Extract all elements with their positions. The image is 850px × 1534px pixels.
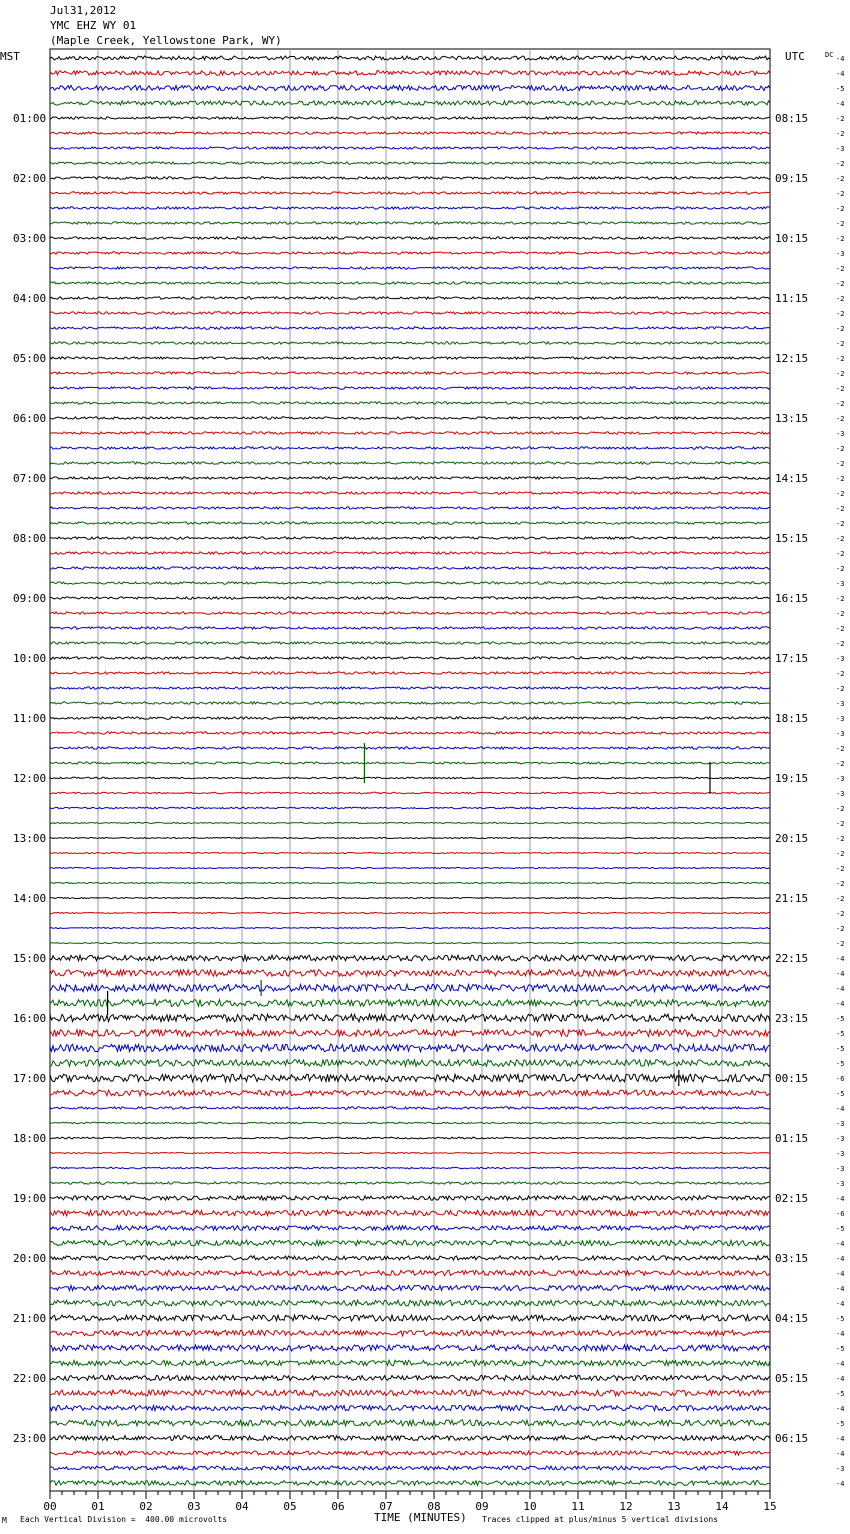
- hour-label-utc: 19:15: [775, 772, 809, 785]
- seismic-trace: [50, 807, 770, 809]
- dc-offset-label: -4: [836, 970, 845, 978]
- hour-label-utc: 08:15: [775, 112, 809, 125]
- dc-offset-label: -3: [836, 1120, 845, 1128]
- seismic-trace: [50, 762, 770, 764]
- seismic-trace: [50, 492, 770, 494]
- seismic-trace: [50, 252, 770, 254]
- seismic-trace: [50, 867, 770, 868]
- dc-offset-label: -2: [836, 325, 845, 333]
- hour-label-utc: 09:15: [775, 172, 809, 185]
- dc-offset-label: -2: [836, 445, 845, 453]
- seismic-trace: [50, 912, 770, 913]
- dc-offset-label: -2: [836, 310, 845, 318]
- seismic-trace: [50, 1210, 770, 1216]
- seismic-trace: [50, 747, 770, 749]
- seismic-trace: [50, 162, 770, 164]
- seismic-trace: [50, 312, 770, 314]
- hour-label-mst: 22:00: [13, 1372, 47, 1385]
- dc-offset-label: -2: [836, 625, 845, 633]
- seismic-trace: [50, 582, 770, 584]
- hour-label-utc: 06:15: [775, 1432, 809, 1445]
- dc-offset-label: -4: [836, 55, 845, 63]
- seismic-trace: [50, 1044, 770, 1052]
- hour-label-utc: 04:15: [775, 1312, 809, 1325]
- dc-offset-label: -2: [836, 475, 845, 483]
- dc-offset-label: -6: [836, 1075, 845, 1083]
- dc-offset-label: -2: [836, 520, 845, 528]
- seismic-trace: [50, 717, 770, 719]
- dc-offset-label: -4: [836, 1255, 845, 1263]
- seismic-trace: [50, 522, 770, 524]
- seismic-trace: [50, 927, 770, 928]
- seismic-trace: [50, 984, 770, 991]
- dc-offset-label: -3: [836, 1150, 845, 1158]
- seismic-trace: [50, 897, 770, 898]
- dc-offset-label: -2: [836, 760, 845, 768]
- dc-offset-label: -4: [836, 1450, 845, 1458]
- dc-offset-label: -2: [836, 865, 845, 873]
- seismic-trace: [50, 567, 770, 569]
- hour-label-utc: 00:15: [775, 1072, 809, 1085]
- dc-offset-label: -2: [836, 385, 845, 393]
- dc-offset-label: -2: [836, 880, 845, 888]
- dc-offset-label: -3: [836, 775, 845, 783]
- left-timezone-label: MST: [0, 50, 20, 63]
- seismic-trace: [50, 732, 770, 734]
- dc-offset-label: -3: [836, 730, 845, 738]
- seismic-trace: [50, 1167, 770, 1169]
- dc-offset-label: -2: [836, 295, 845, 303]
- dc-offset-label: -2: [836, 235, 845, 243]
- hour-label-utc: 20:15: [775, 832, 809, 845]
- hour-label-utc: 15:15: [775, 532, 809, 545]
- hour-label-mst: 04:00: [13, 292, 47, 305]
- seismic-trace: [50, 1152, 770, 1153]
- hour-label-utc: 03:15: [775, 1252, 809, 1265]
- seismic-trace: [50, 432, 770, 434]
- seismic-trace: [50, 177, 770, 179]
- seismic-trace: [50, 147, 770, 149]
- seismic-trace: [50, 612, 770, 614]
- dc-offset-label: -5: [836, 1015, 845, 1023]
- dc-offset-label: -3: [836, 700, 845, 708]
- seismic-trace: [50, 1226, 770, 1231]
- station-code: YMC EHZ WY 01: [50, 19, 137, 32]
- hour-label-utc: 11:15: [775, 292, 809, 305]
- dc-offset-label: -4: [836, 955, 845, 963]
- seismic-trace: [50, 1107, 770, 1109]
- seismic-trace: [50, 777, 770, 779]
- hour-label-utc: 14:15: [775, 472, 809, 485]
- seismic-trace: [50, 1405, 770, 1410]
- hour-label-utc: 05:15: [775, 1372, 809, 1385]
- dc-offset-label: -2: [836, 175, 845, 183]
- hour-label-mst: 05:00: [13, 352, 47, 365]
- dc-offset-label: -2: [836, 925, 845, 933]
- dc-offset-label: -4: [836, 1105, 845, 1113]
- seismic-trace: [50, 1481, 770, 1486]
- dc-offset-label: -5: [836, 1315, 845, 1323]
- hour-label-utc: 13:15: [775, 412, 809, 425]
- hour-label-utc: 22:15: [775, 952, 809, 965]
- seismic-trace: [50, 1060, 770, 1067]
- seismic-trace: [50, 447, 770, 449]
- seismic-trace: [50, 1196, 770, 1200]
- dc-offset-label: -2: [836, 280, 845, 288]
- seismic-trace: [50, 1285, 770, 1290]
- hour-label-mst: 01:00: [13, 112, 47, 125]
- seismic-trace: [50, 1315, 770, 1321]
- seismic-trace: [50, 237, 770, 239]
- seismic-trace: [50, 1240, 770, 1246]
- dc-offset-label: -4: [836, 1330, 845, 1338]
- seismic-trace: [50, 642, 770, 644]
- dc-offset-label: -5: [836, 1390, 845, 1398]
- dc-offset-label: -2: [836, 355, 845, 363]
- x-tick-label: 07: [379, 1500, 393, 1513]
- seismic-trace: [50, 1074, 770, 1082]
- seismic-trace: [50, 1030, 770, 1037]
- seismic-trace: [50, 1182, 770, 1184]
- hour-label-mst: 12:00: [13, 772, 47, 785]
- dc-offset-label: -3: [836, 1465, 845, 1473]
- hour-label-mst: 21:00: [13, 1312, 47, 1325]
- hour-label-mst: 18:00: [13, 1132, 47, 1145]
- seismic-trace: [50, 222, 770, 224]
- dc-offset-label: -5: [836, 1225, 845, 1233]
- dc-offset-label: -5: [836, 1030, 845, 1038]
- seismic-trace: [50, 1390, 770, 1396]
- x-tick-label: 12: [619, 1500, 633, 1513]
- seismic-trace: [50, 1330, 770, 1336]
- seismic-trace: [50, 942, 770, 943]
- hour-label-mst: 10:00: [13, 652, 47, 665]
- dc-offset-label: -2: [836, 895, 845, 903]
- dc-offset-label: -2: [836, 610, 845, 618]
- seismic-trace: [50, 117, 770, 119]
- hour-label-utc: 12:15: [775, 352, 809, 365]
- seismic-trace: [50, 477, 770, 479]
- dc-offset-label: -3: [836, 1135, 845, 1143]
- hour-label-utc: 23:15: [775, 1012, 809, 1025]
- hour-label-mst: 06:00: [13, 412, 47, 425]
- dc-offset-label: -6: [836, 1210, 845, 1218]
- seismic-trace: [50, 970, 770, 976]
- hour-label-utc: 18:15: [775, 712, 809, 725]
- seismic-trace: [50, 417, 770, 419]
- seismic-trace: [50, 132, 770, 134]
- dc-offset-label: -2: [836, 745, 845, 753]
- scale-note: Each Vertical Division = 400.00 microvolts: [20, 1515, 228, 1524]
- dc-offset-label: -4: [836, 70, 845, 78]
- hour-label-mst: 02:00: [13, 172, 47, 185]
- dc-offset-label: -5: [836, 1345, 845, 1353]
- seismic-trace: [50, 101, 770, 105]
- seismic-trace: [50, 1090, 770, 1096]
- seismic-trace: [50, 1360, 770, 1366]
- seismic-trace: [50, 1436, 770, 1441]
- dc-offset-label: -2: [836, 190, 845, 198]
- dc-offset-label: -4: [836, 1435, 845, 1443]
- seismic-trace: [50, 267, 770, 269]
- dc-offset-label: -4: [836, 100, 845, 108]
- dc-offset-label: -4: [836, 1240, 845, 1248]
- seismic-trace: [50, 71, 770, 75]
- x-tick-label: 09: [475, 1500, 489, 1513]
- dc-offset-label: -2: [836, 670, 845, 678]
- dc-label: DC: [825, 51, 834, 59]
- x-tick-label: 11: [571, 1500, 585, 1513]
- seismic-trace: [50, 207, 770, 209]
- dc-offset-label: -3: [836, 250, 845, 258]
- x-tick-label: 05: [283, 1500, 297, 1513]
- seismic-trace: [50, 792, 770, 794]
- seismic-trace: [50, 387, 770, 389]
- seismic-trace: [50, 56, 770, 60]
- dc-offset-label: -4: [836, 1195, 845, 1203]
- seismic-trace: [50, 1000, 770, 1007]
- dc-offset-label: -3: [836, 655, 845, 663]
- hour-label-mst: 07:00: [13, 472, 47, 485]
- hour-label-mst: 15:00: [13, 952, 47, 965]
- seismic-trace: [50, 1466, 770, 1470]
- dc-offset-label: -2: [836, 160, 845, 168]
- dc-offset-label: -2: [836, 595, 845, 603]
- dc-offset-label: -3: [836, 715, 845, 723]
- hour-label-mst: 16:00: [13, 1012, 47, 1025]
- x-tick-label: 08: [427, 1500, 441, 1513]
- seismic-trace: [50, 85, 770, 90]
- x-tick-label: 00: [43, 1500, 57, 1513]
- hour-label-utc: 01:15: [775, 1132, 809, 1145]
- seismic-trace: [50, 687, 770, 689]
- dc-offset-label: -5: [836, 1090, 845, 1098]
- dc-offset-label: -2: [836, 535, 845, 543]
- seismic-trace: [50, 552, 770, 554]
- seismic-trace: [50, 822, 770, 823]
- dc-offset-label: -5: [836, 85, 845, 93]
- seismic-trace: [50, 1137, 770, 1139]
- dc-offset-label: -4: [836, 1270, 845, 1278]
- hour-label-mst: 11:00: [13, 712, 47, 725]
- seismic-trace: [50, 327, 770, 329]
- seismic-trace: [50, 1345, 770, 1351]
- dc-offset-label: -2: [836, 205, 845, 213]
- x-axis-title: TIME (MINUTES): [374, 1511, 467, 1524]
- seismic-trace: [50, 672, 770, 674]
- hour-label-mst: 19:00: [13, 1192, 47, 1205]
- seismic-trace: [50, 627, 770, 629]
- dc-offset-label: -5: [836, 1060, 845, 1068]
- dc-offset-label: -2: [836, 550, 845, 558]
- dc-offset-label: -2: [836, 685, 845, 693]
- seismic-trace: [50, 357, 770, 359]
- dc-offset-label: -4: [836, 1300, 845, 1308]
- dc-offset-label: -2: [836, 565, 845, 573]
- seismic-trace: [50, 597, 770, 599]
- x-tick-label: 15: [763, 1500, 777, 1513]
- seismic-trace: [50, 342, 770, 344]
- dc-offset-label: -3: [836, 580, 845, 588]
- station-location: (Maple Creek, Yellowstone Park, WY): [50, 34, 282, 47]
- dc-offset-label: -2: [836, 805, 845, 813]
- dc-offset-label: -2: [836, 490, 845, 498]
- dc-offset-label: -3: [836, 1180, 845, 1188]
- x-tick-label: 14: [715, 1500, 729, 1513]
- dc-offset-label: -2: [836, 835, 845, 843]
- seismic-trace: [50, 1451, 770, 1455]
- seismic-trace: [50, 1014, 770, 1022]
- dc-offset-label: -2: [836, 400, 845, 408]
- hour-label-mst: 23:00: [13, 1432, 47, 1445]
- seismic-trace: [50, 852, 770, 853]
- record-date: Jul31,2012: [50, 4, 117, 17]
- dc-offset-label: -2: [836, 460, 845, 468]
- hour-label-mst: 14:00: [13, 892, 47, 905]
- seismic-trace: [50, 402, 770, 404]
- dc-offset-label: -2: [836, 820, 845, 828]
- clip-note: Traces clipped at plus/minus 5 vertical divisions: [482, 1515, 719, 1524]
- dc-offset-label: -4: [836, 1480, 845, 1488]
- dc-offset-label: -4: [836, 1285, 845, 1293]
- dc-offset-label: -4: [836, 1405, 845, 1413]
- dc-offset-label: -2: [836, 340, 845, 348]
- dc-offset-label: -2: [836, 130, 845, 138]
- seismic-trace: [50, 537, 770, 539]
- x-tick-label: 02: [139, 1500, 153, 1513]
- dc-offset-label: -5: [836, 1045, 845, 1053]
- seismic-trace: [50, 372, 770, 374]
- dc-offset-label: -4: [836, 1375, 845, 1383]
- dc-offset-label: -2: [836, 220, 845, 228]
- seismic-trace: [50, 507, 770, 509]
- dc-offset-label: -4: [836, 1360, 845, 1368]
- x-tick-label: 13: [667, 1500, 681, 1513]
- dc-offset-label: -2: [836, 850, 845, 858]
- dc-offset-label: -2: [836, 940, 845, 948]
- hour-label-mst: 17:00: [13, 1072, 47, 1085]
- seismic-trace: [50, 1300, 770, 1306]
- seismic-trace: [50, 1256, 770, 1260]
- right-timezone-label: UTC: [785, 50, 805, 63]
- seismic-trace: [50, 702, 770, 704]
- x-tick-label: 10: [523, 1500, 537, 1513]
- hour-label-mst: 13:00: [13, 832, 47, 845]
- dc-offset-label: -2: [836, 265, 845, 273]
- dc-offset-label: -4: [836, 1000, 845, 1008]
- seismic-trace: [50, 297, 770, 299]
- hour-label-utc: 17:15: [775, 652, 809, 665]
- dc-offset-label: -2: [836, 640, 845, 648]
- seismic-trace: [50, 1270, 770, 1275]
- hour-label-utc: 16:15: [775, 592, 809, 605]
- dc-offset-label: -2: [836, 910, 845, 918]
- seismic-trace: [50, 955, 770, 961]
- seismic-trace: [50, 837, 770, 838]
- hour-label-mst: 03:00: [13, 232, 47, 245]
- seismic-trace: [50, 1122, 770, 1124]
- hour-label-mst: 08:00: [13, 532, 47, 545]
- seismic-trace: [50, 462, 770, 464]
- dc-offset-label: -2: [836, 505, 845, 513]
- hour-label-mst: 20:00: [13, 1252, 47, 1265]
- seismic-trace: [50, 1420, 770, 1426]
- dc-offset-label: -2: [836, 370, 845, 378]
- seismic-trace: [50, 282, 770, 284]
- x-tick-label: 03: [187, 1500, 201, 1513]
- dc-offset-label: -3: [836, 430, 845, 438]
- hour-label-utc: 21:15: [775, 892, 809, 905]
- seismic-trace: [50, 1375, 770, 1380]
- x-tick-label: 04: [235, 1500, 249, 1513]
- plot-frame: [50, 49, 770, 1491]
- dc-offset-label: -3: [836, 1165, 845, 1173]
- dc-offset-label: -2: [836, 115, 845, 123]
- hour-label-mst: 09:00: [13, 592, 47, 605]
- dc-offset-label: -3: [836, 790, 845, 798]
- dc-offset-label: -5: [836, 1420, 845, 1428]
- hour-label-utc: 10:15: [775, 232, 809, 245]
- seismic-trace: [50, 882, 770, 883]
- x-tick-label: 06: [331, 1500, 345, 1513]
- hour-label-utc: 02:15: [775, 1192, 809, 1205]
- x-tick-label: 01: [91, 1500, 105, 1513]
- dc-offset-label: -3: [836, 145, 845, 153]
- corner-mark: M: [2, 1516, 7, 1525]
- seismic-trace: [50, 192, 770, 194]
- dc-offset-label: -2: [836, 415, 845, 423]
- dc-offset-label: -4: [836, 985, 845, 993]
- seismic-trace: [50, 657, 770, 659]
